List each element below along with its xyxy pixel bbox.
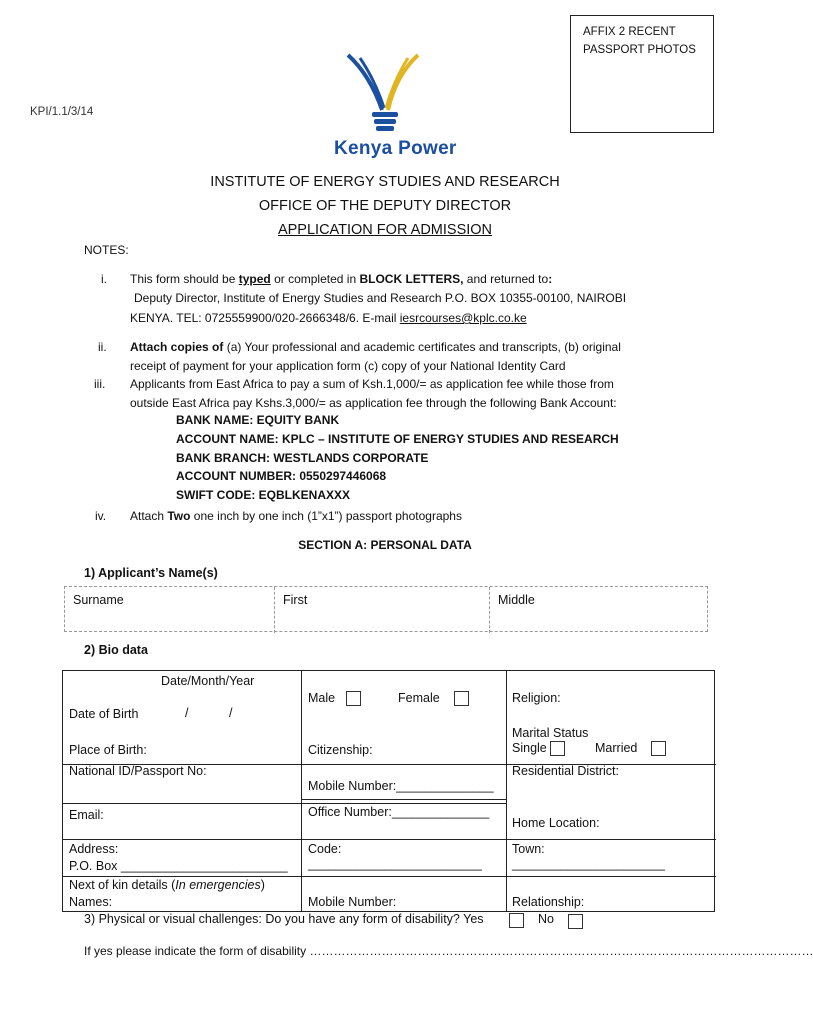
male-option — [308, 691, 361, 706]
office-title: OFFICE OF THE DEPUTY DIRECTOR — [258, 198, 512, 214]
photo-box-line2: PASSPORT PHOTOS — [583, 44, 696, 56]
note-iii-number: iii. — [94, 377, 106, 391]
married-label: Married — [595, 741, 638, 755]
account-name: ACCOUNT NAME: KPLC – INSTITUTE OF ENERGY STUDIES AND RESEARCH — [176, 432, 619, 446]
bank-name: BANK NAME: EQUITY BANK — [176, 413, 340, 427]
bio-data-heading: 2) Bio data — [84, 643, 148, 657]
home-location-label: Home Location: — [512, 816, 600, 830]
note-ii — [130, 338, 621, 357]
disability-no-checkbox[interactable] — [568, 914, 583, 929]
marital-status-label: Marital Status — [512, 726, 589, 740]
note-ii-text: (a) Your professional and academic certificates and transcripts, (b) original — [223, 340, 621, 354]
swift-code: SWIFT CODE: EQBLKENAXXX — [176, 488, 351, 502]
row-divider — [63, 876, 716, 877]
place-of-birth-label: Place of Birth: — [69, 743, 147, 757]
note-ii-line2: receipt of payment for your application form (c) copy of your National Identity Card — [130, 359, 566, 373]
citizenship-label: Citizenship: — [308, 743, 373, 757]
note-i-typed: typed — [238, 272, 271, 286]
female-label: Female — [398, 691, 440, 705]
middle-name-label: Middle — [498, 593, 535, 607]
male-checkbox[interactable] — [346, 691, 361, 706]
note-i-text3: and returned to — [463, 272, 549, 286]
form-title: APPLICATION FOR ADMISSION — [277, 222, 493, 238]
logo-text: Kenya Power — [334, 138, 457, 159]
married-option — [595, 741, 666, 756]
single-option — [512, 741, 565, 756]
note-iv-two: Two — [167, 509, 191, 523]
note-i-number: i. — [101, 272, 107, 286]
dob-slash: / — [185, 706, 189, 720]
note-i-line3 — [130, 309, 527, 328]
section-a-heading: SECTION A: PERSONAL DATA — [298, 538, 472, 552]
note-iv — [130, 507, 462, 526]
religion-label: Religion: — [512, 691, 561, 705]
disability-no-label: No — [538, 912, 554, 926]
row-divider — [63, 839, 716, 840]
photo-box-line1: AFFIX 2 RECENT — [583, 26, 676, 38]
row-divider — [301, 799, 506, 800]
town-label: Town: — [512, 842, 545, 856]
account-number: ACCOUNT NUMBER: 0550297446068 — [176, 469, 387, 483]
institute-title: INSTITUTE OF ENERGY STUDIES AND RESEARCH — [210, 174, 560, 190]
next-of-kin-paren: ) — [260, 878, 265, 892]
applicant-name-box — [64, 586, 708, 632]
note-i-text2: or completed in — [270, 272, 360, 286]
email-label: Email: — [69, 808, 104, 822]
note-i-text: This form should be — [130, 272, 239, 286]
middle-name-field[interactable] — [490, 587, 709, 633]
next-of-kin-text: Next of kin details ( — [69, 878, 176, 892]
note-ii-bold: Attach copies of — [130, 340, 224, 354]
note-i-colon: : — [548, 272, 553, 286]
office-number-label: Office Number:______________ — [308, 805, 490, 819]
note-iii-line1: Applicants from East Africa to pay a sum of Ksh.1,000/= as application fee while those from — [130, 377, 614, 391]
town-line: ______________________ — [512, 857, 665, 871]
disability-form-line: If yes please indicate the form of disability ……………………………………………………………………………………………………………… — [84, 944, 813, 958]
address-label: Address: — [69, 842, 119, 856]
note-iv-text2: one inch by one inch (1”x1”) passport photographs — [190, 509, 462, 523]
code-line: _________________________ — [308, 857, 482, 871]
note-i-block-letters: BLOCK LETTERS, — [359, 272, 464, 286]
kin-mobile-label: Mobile Number: — [308, 895, 397, 909]
disability-question: 3) Physical or visual challenges: Do you have any form of disability? Yes — [84, 912, 484, 926]
row-divider — [63, 803, 506, 804]
po-box-label: P.O. Box ________________________ — [69, 859, 288, 873]
single-label: Single — [512, 741, 547, 755]
email-link[interactable]: iesrcourses@kplc.co.ke — [399, 311, 527, 325]
dob-slash: / — [229, 706, 233, 720]
single-checkbox[interactable] — [550, 741, 565, 756]
row-divider — [301, 764, 716, 765]
note-i — [130, 270, 660, 289]
relationship-label: Relationship: — [512, 895, 585, 909]
female-checkbox[interactable] — [454, 691, 469, 706]
note-iv-text: Attach — [130, 509, 168, 523]
date-format-label: Date/Month/Year — [161, 674, 255, 688]
first-name-label: First — [283, 593, 308, 607]
note-i-line2: Deputy Director, Institute of Energy Studies and Research P.O. BOX 10355-00100, NAIROBI — [134, 291, 627, 305]
mobile-number-label: Mobile Number:______________ — [308, 779, 494, 793]
notes-label: NOTES: — [84, 243, 129, 257]
surname-field[interactable] — [65, 587, 275, 633]
applicant-name-heading: 1) Applicant’s Name(s) — [84, 566, 218, 580]
bio-data-table — [62, 670, 715, 912]
female-option — [398, 691, 469, 706]
note-ii-number: ii. — [98, 340, 107, 354]
married-checkbox[interactable] — [651, 741, 666, 756]
bank-branch: BANK BRANCH: WESTLANDS CORPORATE — [176, 451, 429, 465]
male-label: Male — [308, 691, 336, 705]
residential-district-label: Residential District: — [512, 764, 619, 778]
code-label: Code: — [308, 842, 342, 856]
names-label: Names: — [69, 895, 113, 909]
first-name-field[interactable] — [275, 587, 490, 633]
date-of-birth-label: Date of Birth — [69, 707, 139, 721]
surname-label: Surname — [73, 593, 124, 607]
note-iii-line2: outside East Africa pay Kshs.3,000/= as application fee through the following Bank Account: — [130, 396, 617, 410]
next-of-kin-label — [69, 878, 265, 892]
note-iv-number: iv. — [95, 509, 107, 523]
next-of-kin-italic: In emergencies — [175, 878, 261, 892]
table-divider — [506, 671, 507, 911]
disability-yes-checkbox[interactable] — [509, 913, 524, 928]
table-divider — [301, 671, 302, 911]
note-i-contact: KENYA. TEL: 0725559900/020-2666348/6. E-mail — [130, 311, 400, 325]
passport-photo-box — [570, 15, 714, 133]
national-id-label: National ID/Passport No: — [69, 764, 207, 778]
reference-code: KPI/1.1/3/14 — [30, 106, 94, 118]
